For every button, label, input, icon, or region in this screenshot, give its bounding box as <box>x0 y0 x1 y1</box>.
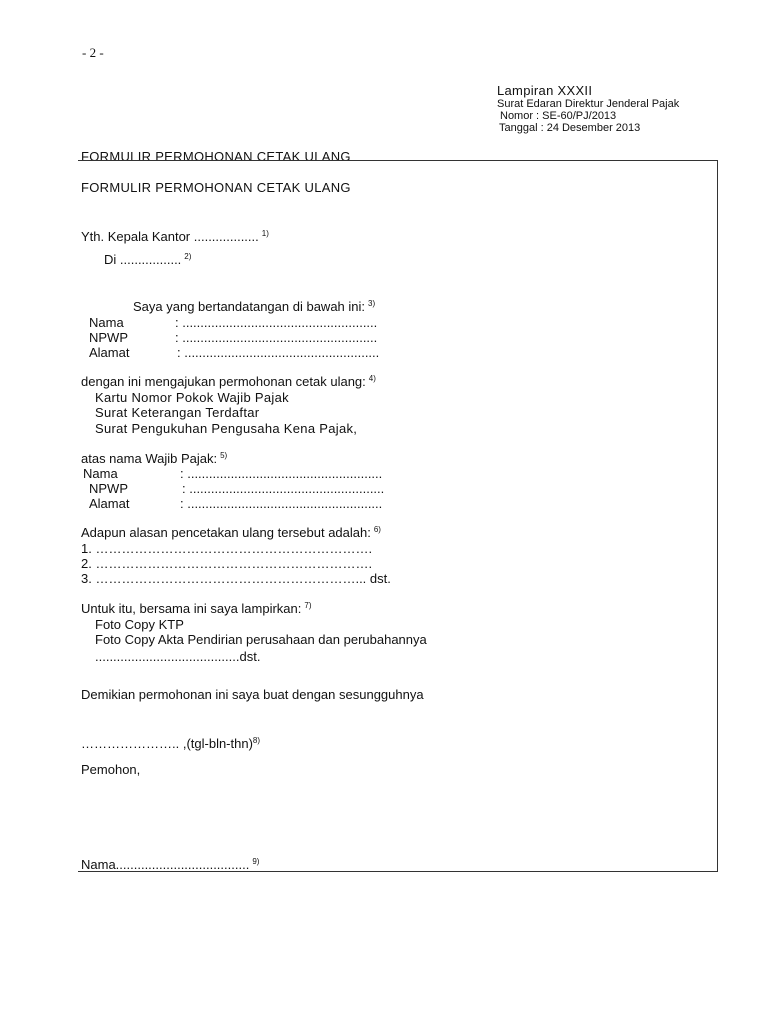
footnote-8: 8) <box>252 736 261 745</box>
field-value: : ...................................................... <box>177 345 380 360</box>
signature-name-line <box>81 857 259 872</box>
reason-item: 3. ……………………………………………………... dst. <box>81 571 391 586</box>
form-frame-right <box>717 160 718 872</box>
attachment-item: ........................................dst. <box>95 649 261 664</box>
request-text: dengan ini mengajukan permohonan cetak ulang: <box>81 374 366 389</box>
date-line <box>81 736 260 751</box>
field-value: : ...................................................... <box>175 330 378 345</box>
document-item: Kartu Nomor Pokok Wajib Pajak <box>95 390 289 405</box>
attachments-intro-text: Untuk itu, bersama ini saya lampirkan: <box>81 601 302 616</box>
addressee-line <box>81 229 269 244</box>
surat-edaran-label: Surat Edaran Direktur Jenderal Pajak <box>497 98 680 110</box>
form-frame-top <box>78 160 718 161</box>
attachments-intro <box>81 601 312 616</box>
footnote-1: 1) <box>261 229 269 238</box>
footnote-6: 6) <box>373 525 381 534</box>
date-text: ………………….. ,(tgl-bln-thn) <box>81 736 253 751</box>
location-line <box>104 252 191 267</box>
footnote-4: 4) <box>368 374 376 383</box>
field-label: NPWP <box>89 330 128 345</box>
footnote-3: 3) <box>368 299 376 308</box>
reason-item: 1. ………………………………………………………. <box>81 541 373 556</box>
applicant-intro <box>133 299 375 314</box>
location-text: Di ................. <box>104 252 182 267</box>
addressee-text: Yth. Kepala Kantor .................. <box>81 229 259 244</box>
footnote-2: 2) <box>184 252 192 261</box>
form-title: FORMULIR PERMOHONAN CETAK ULANG <box>81 180 351 195</box>
reasons-intro <box>81 525 381 540</box>
field-value: : ...................................................... <box>180 496 383 511</box>
field-label: Nama <box>89 315 124 330</box>
field-label: NPWP <box>89 481 128 496</box>
request-line <box>81 374 376 389</box>
lampiran-label: Lampiran XXXII <box>497 83 593 98</box>
applicant-intro-text: Saya yang bertandatangan di bawah ini: <box>133 299 366 314</box>
attachment-item: Foto Copy KTP <box>95 617 184 632</box>
field-value: : ...................................................... <box>180 466 383 481</box>
field-value: : ...................................................... <box>182 481 385 496</box>
tanggal-label: Tanggal : 24 Desember 2013 <box>499 122 641 134</box>
document-item: Surat Pengukuhan Pengusaha Kena Pajak, <box>95 421 358 436</box>
reasons-intro-text: Adapun alasan pencetakan ulang tersebut adalah: <box>81 525 371 540</box>
field-label: Nama <box>83 466 118 481</box>
form-heading-top: FORMULIR PERMOHONAN CETAK ULANG <box>81 149 351 164</box>
signature-name-text: Nama..................................... <box>81 857 250 872</box>
page-number: - 2 - <box>82 45 104 60</box>
field-label: Alamat <box>89 345 130 360</box>
field-label: Alamat <box>89 496 130 511</box>
closing-statement: Demikian permohonan ini saya buat dengan sesungguhnya <box>81 687 424 702</box>
document-item: Surat Keterangan Terdaftar <box>95 405 260 420</box>
applicant-label: Pemohon, <box>81 762 141 777</box>
footnote-9: 9) <box>252 857 260 866</box>
taxpayer-intro-text: atas nama Wajib Pajak: <box>81 451 218 466</box>
nomor-label: Nomor : SE-60/PJ/2013 <box>500 110 617 122</box>
field-value: : ...................................................... <box>175 315 378 330</box>
footnote-5: 5) <box>220 451 228 460</box>
footnote-7: 7) <box>304 601 312 610</box>
attachment-item: Foto Copy Akta Pendirian perusahaan dan perubahannya <box>95 632 427 647</box>
reason-item: 2. ………………………………………………………. <box>81 556 373 571</box>
taxpayer-intro <box>81 451 227 466</box>
